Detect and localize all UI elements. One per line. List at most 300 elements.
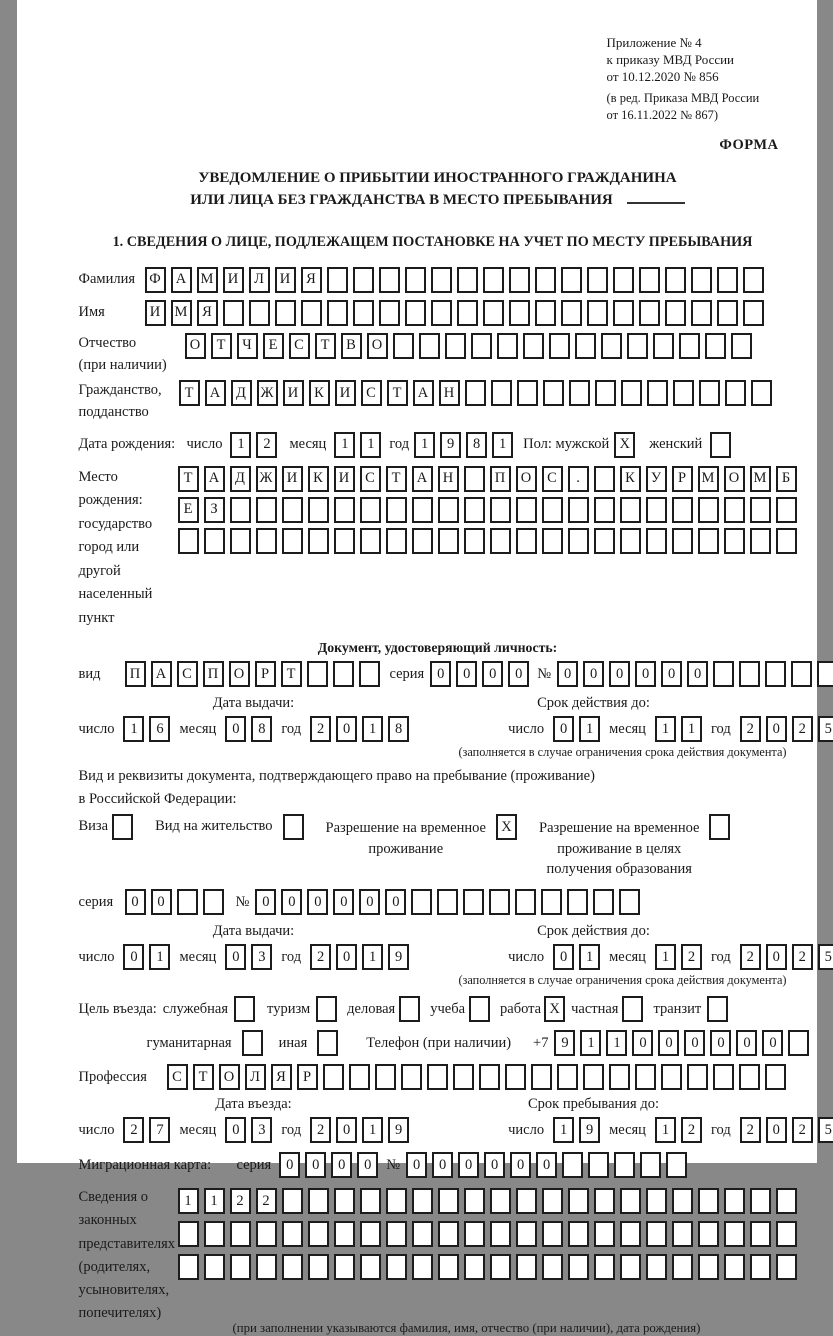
char-box[interactable] <box>230 497 251 523</box>
char-box[interactable] <box>242 1030 263 1056</box>
char-box[interactable] <box>646 1188 667 1214</box>
char-box[interactable]: 0 <box>430 661 451 687</box>
char-box[interactable]: 1 <box>580 1030 601 1056</box>
char-box[interactable] <box>646 497 667 523</box>
char-box[interactable] <box>249 300 270 326</box>
char-box[interactable] <box>542 1254 563 1280</box>
char-box[interactable] <box>619 889 640 915</box>
char-box[interactable] <box>672 497 693 523</box>
char-box[interactable] <box>705 333 726 359</box>
char-box[interactable]: А <box>205 380 226 406</box>
char-box[interactable] <box>282 1254 303 1280</box>
char-box[interactable] <box>750 497 771 523</box>
char-box[interactable]: 0 <box>661 661 682 687</box>
char-box[interactable] <box>412 1188 433 1214</box>
char-box[interactable] <box>620 1221 641 1247</box>
char-box[interactable] <box>230 1254 251 1280</box>
char-box[interactable]: 1 <box>606 1030 627 1056</box>
char-box[interactable] <box>620 528 641 554</box>
char-box[interactable]: 0 <box>609 661 630 687</box>
char-box[interactable] <box>497 333 518 359</box>
char-box[interactable] <box>542 497 563 523</box>
char-box[interactable]: У <box>646 466 667 492</box>
char-box[interactable] <box>621 380 642 406</box>
char-box[interactable]: 5 <box>818 944 833 970</box>
char-box[interactable]: 0 <box>333 889 354 915</box>
char-box[interactable] <box>282 1188 303 1214</box>
char-box[interactable]: 2 <box>310 944 331 970</box>
char-box[interactable]: Р <box>255 661 276 687</box>
char-box[interactable] <box>464 466 485 492</box>
char-box[interactable]: И <box>335 380 356 406</box>
char-box[interactable] <box>323 1064 344 1090</box>
purpose-rabota-checkbox[interactable] <box>544 996 565 1022</box>
char-box[interactable] <box>635 1064 656 1090</box>
char-box[interactable]: Т <box>179 380 200 406</box>
char-box[interactable]: О <box>229 661 250 687</box>
char-box[interactable] <box>653 333 674 359</box>
stay-day-field[interactable] <box>553 1117 600 1143</box>
char-box[interactable]: 0 <box>279 1152 300 1178</box>
char-box[interactable] <box>431 267 452 293</box>
char-box[interactable]: 0 <box>684 1030 705 1056</box>
char-box[interactable]: С <box>360 466 381 492</box>
char-box[interactable]: 0 <box>305 1152 326 1178</box>
surname-field[interactable] <box>145 267 764 293</box>
char-box[interactable]: 0 <box>406 1152 427 1178</box>
char-box[interactable] <box>672 1188 693 1214</box>
char-box[interactable] <box>724 497 745 523</box>
char-box[interactable] <box>672 528 693 554</box>
char-box[interactable]: Н <box>439 380 460 406</box>
char-box[interactable] <box>405 300 426 326</box>
char-box[interactable]: 1 <box>204 1188 225 1214</box>
char-box[interactable] <box>517 380 538 406</box>
char-box[interactable] <box>698 528 719 554</box>
char-box[interactable]: 3 <box>251 944 272 970</box>
char-box[interactable] <box>516 1221 537 1247</box>
purpose-gumanitarnaya-checkbox[interactable] <box>242 1030 263 1056</box>
char-box[interactable] <box>531 1064 552 1090</box>
char-box[interactable] <box>230 1221 251 1247</box>
char-box[interactable] <box>453 1064 474 1090</box>
char-box[interactable]: 1 <box>579 944 600 970</box>
char-box[interactable] <box>575 333 596 359</box>
char-box[interactable]: 0 <box>255 889 276 915</box>
entry-day-field[interactable] <box>123 1117 170 1143</box>
char-box[interactable]: 2 <box>740 1117 761 1143</box>
char-box[interactable] <box>516 497 537 523</box>
char-box[interactable]: 0 <box>658 1030 679 1056</box>
char-box[interactable]: 8 <box>251 716 272 742</box>
birth-day-field[interactable] <box>230 432 277 458</box>
char-box[interactable] <box>622 996 643 1022</box>
purpose-tranzit-checkbox[interactable] <box>707 996 728 1022</box>
char-box[interactable] <box>627 333 648 359</box>
char-box[interactable]: П <box>490 466 511 492</box>
char-box[interactable] <box>613 267 634 293</box>
purpose-delovaya-checkbox[interactable] <box>399 996 420 1022</box>
char-box[interactable]: 0 <box>123 944 144 970</box>
char-box[interactable]: Т <box>315 333 336 359</box>
char-box[interactable] <box>483 300 504 326</box>
char-box[interactable]: Ж <box>256 466 277 492</box>
char-box[interactable]: 9 <box>388 944 409 970</box>
res-valid-month-field[interactable] <box>655 944 702 970</box>
char-box[interactable]: О <box>185 333 206 359</box>
char-box[interactable] <box>569 380 590 406</box>
char-box[interactable] <box>613 300 634 326</box>
char-box[interactable] <box>308 497 329 523</box>
char-box[interactable] <box>308 1254 329 1280</box>
char-box[interactable] <box>535 300 556 326</box>
char-box[interactable] <box>713 661 734 687</box>
char-box[interactable]: Т <box>211 333 232 359</box>
char-box[interactable]: М <box>171 300 192 326</box>
char-box[interactable]: Я <box>271 1064 292 1090</box>
char-box[interactable] <box>543 380 564 406</box>
char-box[interactable] <box>178 528 199 554</box>
char-box[interactable] <box>788 1030 809 1056</box>
char-box[interactable] <box>687 1064 708 1090</box>
char-box[interactable] <box>750 1221 771 1247</box>
char-box[interactable] <box>353 300 374 326</box>
char-box[interactable] <box>204 1254 225 1280</box>
char-box[interactable] <box>717 267 738 293</box>
char-box[interactable]: 0 <box>331 1152 352 1178</box>
char-box[interactable] <box>431 300 452 326</box>
char-box[interactable] <box>437 889 458 915</box>
char-box[interactable] <box>594 1254 615 1280</box>
char-box[interactable] <box>457 267 478 293</box>
mig-series-field[interactable] <box>279 1152 378 1178</box>
char-box[interactable]: С <box>167 1064 188 1090</box>
char-box[interactable] <box>542 1188 563 1214</box>
char-box[interactable]: М <box>197 267 218 293</box>
char-box[interactable]: О <box>516 466 537 492</box>
char-box[interactable] <box>542 528 563 554</box>
char-box[interactable] <box>567 889 588 915</box>
char-box[interactable] <box>713 1064 734 1090</box>
char-box[interactable] <box>724 1254 745 1280</box>
char-box[interactable]: 8 <box>388 716 409 742</box>
char-box[interactable] <box>557 1064 578 1090</box>
char-box[interactable]: 0 <box>385 889 406 915</box>
char-box[interactable] <box>817 661 833 687</box>
char-box[interactable] <box>360 1254 381 1280</box>
char-box[interactable] <box>360 1188 381 1214</box>
char-box[interactable]: 1 <box>655 944 676 970</box>
char-box[interactable] <box>724 1221 745 1247</box>
char-box[interactable] <box>709 814 730 840</box>
res-number-field[interactable] <box>255 889 640 915</box>
res-issue-month-field[interactable] <box>225 944 272 970</box>
char-box[interactable]: Т <box>178 466 199 492</box>
mig-number-field[interactable] <box>406 1152 687 1178</box>
char-box[interactable] <box>743 300 764 326</box>
char-box[interactable] <box>562 1152 583 1178</box>
char-box[interactable]: X <box>614 432 635 458</box>
char-box[interactable] <box>646 528 667 554</box>
char-box[interactable]: П <box>125 661 146 687</box>
char-box[interactable] <box>647 380 668 406</box>
char-box[interactable] <box>230 528 251 554</box>
char-box[interactable]: Л <box>245 1064 266 1090</box>
char-box[interactable]: Р <box>297 1064 318 1090</box>
char-box[interactable] <box>386 1254 407 1280</box>
residence-permit-checkbox[interactable] <box>283 814 304 840</box>
patronymic-field[interactable] <box>185 333 752 359</box>
char-box[interactable] <box>665 267 686 293</box>
purpose-ucheba-checkbox[interactable] <box>469 996 490 1022</box>
purpose-chastnaya-checkbox[interactable] <box>622 996 643 1022</box>
char-box[interactable] <box>724 1188 745 1214</box>
entry-year-field[interactable] <box>310 1117 409 1143</box>
doc-number-field[interactable] <box>557 661 833 687</box>
char-box[interactable]: 1 <box>149 944 170 970</box>
char-box[interactable] <box>405 267 426 293</box>
char-box[interactable]: Е <box>263 333 284 359</box>
char-box[interactable]: 0 <box>710 1030 731 1056</box>
res-issue-day-field[interactable] <box>123 944 170 970</box>
doc-issue-month-field[interactable] <box>225 716 272 742</box>
char-box[interactable] <box>707 996 728 1022</box>
char-box[interactable] <box>587 267 608 293</box>
char-box[interactable]: 0 <box>687 661 708 687</box>
char-box[interactable] <box>666 1152 687 1178</box>
char-box[interactable] <box>204 1221 225 1247</box>
char-box[interactable] <box>568 528 589 554</box>
char-box[interactable] <box>594 497 615 523</box>
char-box[interactable] <box>699 380 720 406</box>
char-box[interactable] <box>349 1064 370 1090</box>
profession-field[interactable] <box>167 1064 786 1090</box>
char-box[interactable] <box>316 996 337 1022</box>
char-box[interactable] <box>594 466 615 492</box>
char-box[interactable]: С <box>361 380 382 406</box>
char-box[interactable] <box>509 267 530 293</box>
char-box[interactable] <box>698 1188 719 1214</box>
char-box[interactable]: Т <box>281 661 302 687</box>
char-box[interactable]: 0 <box>151 889 172 915</box>
char-box[interactable] <box>587 300 608 326</box>
char-box[interactable] <box>464 1221 485 1247</box>
char-box[interactable]: 0 <box>125 889 146 915</box>
char-box[interactable]: И <box>283 380 304 406</box>
char-box[interactable] <box>509 300 530 326</box>
char-box[interactable]: 9 <box>579 1117 600 1143</box>
char-box[interactable] <box>640 1152 661 1178</box>
char-box[interactable]: 2 <box>792 1117 813 1143</box>
char-box[interactable] <box>334 1188 355 1214</box>
char-box[interactable]: А <box>412 466 433 492</box>
char-box[interactable] <box>256 1254 277 1280</box>
char-box[interactable]: 0 <box>482 661 503 687</box>
char-box[interactable] <box>665 300 686 326</box>
char-box[interactable] <box>471 333 492 359</box>
char-box[interactable]: С <box>542 466 563 492</box>
res-valid-year-field[interactable] <box>740 944 833 970</box>
char-box[interactable] <box>412 1221 433 1247</box>
char-box[interactable] <box>549 333 570 359</box>
char-box[interactable] <box>568 1254 589 1280</box>
doc-valid-month-field[interactable] <box>655 716 702 742</box>
char-box[interactable] <box>491 380 512 406</box>
char-box[interactable]: И <box>223 267 244 293</box>
doc-issue-day-field[interactable] <box>123 716 170 742</box>
char-box[interactable] <box>223 300 244 326</box>
legal-reps-field-row3[interactable] <box>178 1254 797 1280</box>
phone-field[interactable] <box>554 1030 809 1056</box>
char-box[interactable]: 0 <box>766 716 787 742</box>
char-box[interactable] <box>594 1188 615 1214</box>
citizenship-field[interactable] <box>179 380 772 406</box>
char-box[interactable] <box>751 380 772 406</box>
stay-year-field[interactable] <box>740 1117 833 1143</box>
char-box[interactable] <box>691 267 712 293</box>
char-box[interactable] <box>516 528 537 554</box>
char-box[interactable]: 2 <box>256 1188 277 1214</box>
char-box[interactable]: 1 <box>362 1117 383 1143</box>
char-box[interactable]: Т <box>387 380 408 406</box>
purpose-turizm-checkbox[interactable] <box>316 996 337 1022</box>
char-box[interactable] <box>375 1064 396 1090</box>
char-box[interactable] <box>691 300 712 326</box>
char-box[interactable] <box>301 300 322 326</box>
char-box[interactable] <box>327 267 348 293</box>
char-box[interactable] <box>561 267 582 293</box>
char-box[interactable] <box>177 889 198 915</box>
char-box[interactable] <box>725 380 746 406</box>
char-box[interactable] <box>724 528 745 554</box>
char-box[interactable] <box>515 889 536 915</box>
char-box[interactable] <box>256 497 277 523</box>
char-box[interactable] <box>739 661 760 687</box>
char-box[interactable]: О <box>219 1064 240 1090</box>
char-box[interactable] <box>412 1254 433 1280</box>
char-box[interactable]: 3 <box>251 1117 272 1143</box>
char-box[interactable] <box>505 1064 526 1090</box>
char-box[interactable]: 0 <box>536 1152 557 1178</box>
char-box[interactable] <box>401 1064 422 1090</box>
char-box[interactable] <box>359 661 380 687</box>
char-box[interactable] <box>307 661 328 687</box>
sex-female-checkbox[interactable] <box>710 432 731 458</box>
doc-valid-year-field[interactable] <box>740 716 833 742</box>
char-box[interactable]: П <box>203 661 224 687</box>
char-box[interactable]: Я <box>301 267 322 293</box>
char-box[interactable]: 0 <box>766 944 787 970</box>
char-box[interactable]: 1 <box>362 944 383 970</box>
char-box[interactable] <box>776 528 797 554</box>
char-box[interactable] <box>333 661 354 687</box>
char-box[interactable] <box>710 432 731 458</box>
char-box[interactable]: К <box>308 466 329 492</box>
char-box[interactable] <box>620 497 641 523</box>
char-box[interactable]: 1 <box>414 432 435 458</box>
char-box[interactable] <box>490 1188 511 1214</box>
char-box[interactable]: Ф <box>145 267 166 293</box>
char-box[interactable] <box>438 497 459 523</box>
char-box[interactable]: 2 <box>310 716 331 742</box>
char-box[interactable] <box>386 1188 407 1214</box>
doc-kind-field[interactable] <box>125 661 380 687</box>
char-box[interactable] <box>353 267 374 293</box>
char-box[interactable] <box>419 333 440 359</box>
char-box[interactable] <box>465 380 486 406</box>
char-box[interactable]: Т <box>193 1064 214 1090</box>
char-box[interactable] <box>334 1221 355 1247</box>
char-box[interactable] <box>594 528 615 554</box>
char-box[interactable]: 5 <box>818 1117 833 1143</box>
char-box[interactable] <box>256 528 277 554</box>
char-box[interactable] <box>427 1064 448 1090</box>
char-box[interactable]: Н <box>438 466 459 492</box>
char-box[interactable] <box>765 661 786 687</box>
res-series-field[interactable] <box>125 889 224 915</box>
char-box[interactable] <box>411 889 432 915</box>
char-box[interactable] <box>542 1221 563 1247</box>
char-box[interactable]: 1 <box>655 716 676 742</box>
char-box[interactable]: И <box>334 466 355 492</box>
char-box[interactable] <box>541 889 562 915</box>
char-box[interactable]: Я <box>197 300 218 326</box>
char-box[interactable] <box>464 528 485 554</box>
char-box[interactable] <box>308 1188 329 1214</box>
char-box[interactable] <box>483 267 504 293</box>
char-box[interactable]: 0 <box>307 889 328 915</box>
purpose-sluzhebnaya-checkbox[interactable] <box>234 996 255 1022</box>
char-box[interactable]: 0 <box>635 661 656 687</box>
char-box[interactable] <box>490 1254 511 1280</box>
char-box[interactable]: И <box>282 466 303 492</box>
char-box[interactable] <box>379 300 400 326</box>
char-box[interactable]: М <box>698 466 719 492</box>
char-box[interactable]: 0 <box>766 1117 787 1143</box>
char-box[interactable] <box>594 1221 615 1247</box>
char-box[interactable] <box>516 1254 537 1280</box>
char-box[interactable] <box>393 333 414 359</box>
char-box[interactable] <box>679 333 700 359</box>
char-box[interactable] <box>464 497 485 523</box>
char-box[interactable] <box>595 380 616 406</box>
char-box[interactable]: С <box>289 333 310 359</box>
char-box[interactable] <box>438 1254 459 1280</box>
char-box[interactable]: О <box>724 466 745 492</box>
legal-reps-field-row1[interactable] <box>178 1188 797 1214</box>
char-box[interactable] <box>445 333 466 359</box>
char-box[interactable] <box>334 497 355 523</box>
char-box[interactable]: 2 <box>256 432 277 458</box>
char-box[interactable]: Р <box>672 466 693 492</box>
char-box[interactable]: Ж <box>257 380 278 406</box>
char-box[interactable] <box>399 996 420 1022</box>
char-box[interactable]: К <box>309 380 330 406</box>
char-box[interactable] <box>646 1254 667 1280</box>
char-box[interactable] <box>327 300 348 326</box>
char-box[interactable]: 9 <box>440 432 461 458</box>
char-box[interactable]: 9 <box>554 1030 575 1056</box>
char-box[interactable]: Ч <box>237 333 258 359</box>
char-box[interactable] <box>750 528 771 554</box>
char-box[interactable] <box>672 1221 693 1247</box>
birth-place-field-row3[interactable] <box>178 528 797 554</box>
char-box[interactable] <box>776 1221 797 1247</box>
char-box[interactable] <box>412 497 433 523</box>
char-box[interactable] <box>791 661 812 687</box>
char-box[interactable] <box>717 300 738 326</box>
char-box[interactable] <box>516 1188 537 1214</box>
